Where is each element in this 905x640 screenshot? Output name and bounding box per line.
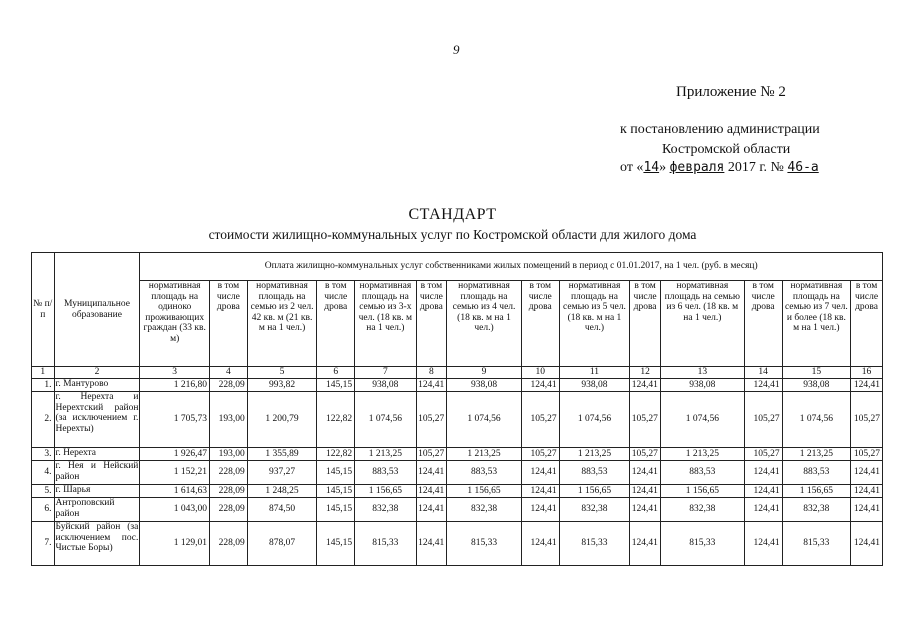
- cell-norm-cost: 883,53: [782, 461, 851, 485]
- cell-norm-cost: 1 156,65: [559, 485, 630, 498]
- table-row: [32, 498, 883, 522]
- cell-firewood-cost: 124,41: [416, 498, 447, 522]
- table-row: [32, 392, 883, 448]
- column-number: 9: [447, 367, 522, 379]
- cell-firewood-cost: 228,09: [209, 498, 247, 522]
- cell-firewood-cost: 124,41: [851, 522, 883, 566]
- cell-firewood-cost: 124,41: [851, 461, 883, 485]
- date-day: 14: [643, 160, 660, 175]
- cell-norm-cost: 993,82: [247, 379, 317, 392]
- row-number: 4.: [32, 461, 55, 485]
- cell-firewood-cost: 228,09: [209, 522, 247, 566]
- row-number: 2.: [32, 392, 55, 448]
- cell-norm-cost: 832,38: [660, 498, 744, 522]
- cell-norm-cost: 815,33: [559, 522, 630, 566]
- cell-norm-cost: 1 355,89: [247, 448, 317, 461]
- decree-number: 46-а: [787, 160, 819, 175]
- cell-firewood-cost: 124,41: [630, 379, 661, 392]
- cell-norm-cost: 815,33: [782, 522, 851, 566]
- subheader-firewood: в том числе дрова: [209, 281, 247, 367]
- cell-norm-cost: 1 074,56: [660, 392, 744, 448]
- cell-firewood-cost: 124,41: [744, 485, 782, 498]
- document-subtitle: стоимости жилищно-коммунальных услуг по Костромской области для жилого дома: [208, 227, 697, 242]
- cell-firewood-cost: 124,41: [416, 485, 447, 498]
- cell-norm-cost: 938,08: [559, 379, 630, 392]
- cell-firewood-cost: 124,41: [851, 498, 883, 522]
- standard-table: [31, 252, 883, 566]
- column-number: 5: [247, 367, 317, 379]
- column-number: 2: [54, 367, 140, 379]
- subheader-norm-area: нормативная площадь на семью из 3-х чел. (18 кв. м на 1 чел.): [355, 281, 416, 367]
- cell-norm-cost: 1 213,25: [782, 448, 851, 461]
- column-number: 13: [660, 367, 744, 379]
- page-number: 9: [453, 42, 460, 57]
- cell-firewood-cost: 145,15: [317, 522, 355, 566]
- subheader-norm-area: нормативная площадь на семью из 7 чел. и более (18 кв. м на 1 чел.): [782, 281, 851, 367]
- cell-firewood-cost: 145,15: [317, 498, 355, 522]
- cell-firewood-cost: 124,41: [851, 485, 883, 498]
- column-number: 15: [782, 367, 851, 379]
- cell-firewood-cost: 105,27: [851, 392, 883, 448]
- row-number: 3.: [32, 448, 55, 461]
- municipality-name: г. Нерехта и Нерехтский район (за исключением г. Нерехты): [54, 392, 140, 448]
- subheader-norm-area: нормативная площадь на семью из 5 чел. (18 кв. м на 1 чел.): [559, 281, 630, 367]
- cell-firewood-cost: 105,27: [416, 448, 447, 461]
- cell-norm-cost: 1 216,80: [140, 379, 210, 392]
- cell-firewood-cost: 124,41: [744, 379, 782, 392]
- cell-firewood-cost: 124,41: [521, 461, 559, 485]
- subheader-firewood: в том числе дрова: [630, 281, 661, 367]
- subheader-norm-area: нормативная площадь на одиноко проживающих граждан (33 кв. м): [140, 281, 210, 367]
- table-row: [32, 522, 883, 566]
- row-number: 5.: [32, 485, 55, 498]
- cell-firewood-cost: 105,27: [744, 392, 782, 448]
- subheader-firewood: в том числе дрова: [744, 281, 782, 367]
- cell-norm-cost: 878,07: [247, 522, 317, 566]
- column-number: 4: [209, 367, 247, 379]
- cell-firewood-cost: 124,41: [630, 522, 661, 566]
- cell-firewood-cost: 145,15: [317, 379, 355, 392]
- column-number: 8: [416, 367, 447, 379]
- cell-norm-cost: 938,08: [660, 379, 744, 392]
- cell-norm-cost: 832,38: [355, 498, 416, 522]
- row-number: 1.: [32, 379, 55, 392]
- cell-norm-cost: 1 152,21: [140, 461, 210, 485]
- municipality-name: г. Шарья: [54, 485, 140, 498]
- cell-firewood-cost: 193,00: [209, 392, 247, 448]
- table-row: [32, 485, 883, 498]
- column-number: 7: [355, 367, 416, 379]
- cell-norm-cost: 938,08: [447, 379, 522, 392]
- cell-firewood-cost: 228,09: [209, 485, 247, 498]
- cell-norm-cost: 1 156,65: [447, 485, 522, 498]
- subheader-firewood: в том числе дрова: [521, 281, 559, 367]
- table-row: [32, 461, 883, 485]
- cell-norm-cost: 883,53: [559, 461, 630, 485]
- cell-firewood-cost: 105,27: [416, 392, 447, 448]
- appendix-region-line: Костромской области: [662, 142, 791, 157]
- cell-firewood-cost: 124,41: [630, 461, 661, 485]
- subheader-row: [32, 281, 883, 367]
- column-number: 12: [630, 367, 661, 379]
- cell-firewood-cost: 105,27: [630, 448, 661, 461]
- subheader-firewood: в том числе дрова: [317, 281, 355, 367]
- cell-norm-cost: 1 248,25: [247, 485, 317, 498]
- cell-norm-cost: 937,27: [247, 461, 317, 485]
- cell-norm-cost: 1 074,56: [447, 392, 522, 448]
- column-number: 3: [140, 367, 210, 379]
- cell-firewood-cost: 124,41: [416, 461, 447, 485]
- appendix-title: Приложение № 2: [676, 84, 786, 100]
- date-prefix: от «: [620, 160, 644, 175]
- cell-firewood-cost: 122,82: [317, 448, 355, 461]
- cell-norm-cost: 815,33: [355, 522, 416, 566]
- appendix-date-line: [620, 160, 819, 176]
- cell-firewood-cost: 124,41: [416, 522, 447, 566]
- cell-firewood-cost: 105,27: [521, 392, 559, 448]
- cell-norm-cost: 1 213,25: [559, 448, 630, 461]
- column-number: 6: [317, 367, 355, 379]
- date-month: февраля: [669, 160, 725, 175]
- date-sep: »: [659, 160, 667, 175]
- row-number: 7.: [32, 522, 55, 566]
- cell-norm-cost: 832,38: [559, 498, 630, 522]
- subheader-firewood: в том числе дрова: [416, 281, 447, 367]
- cell-firewood-cost: 145,15: [317, 485, 355, 498]
- column-number: 16: [851, 367, 883, 379]
- cell-norm-cost: 832,38: [447, 498, 522, 522]
- cell-norm-cost: 1 213,25: [355, 448, 416, 461]
- cell-norm-cost: 832,38: [782, 498, 851, 522]
- cell-firewood-cost: 122,82: [317, 392, 355, 448]
- column-number: 1: [32, 367, 55, 379]
- cell-norm-cost: 1 156,65: [355, 485, 416, 498]
- cell-firewood-cost: 124,41: [744, 498, 782, 522]
- row-number: 6.: [32, 498, 55, 522]
- column-number-row: [32, 367, 883, 379]
- cell-firewood-cost: 124,41: [521, 379, 559, 392]
- cell-firewood-cost: 124,41: [630, 498, 661, 522]
- table-row: [32, 448, 883, 461]
- cell-norm-cost: 1 129,01: [140, 522, 210, 566]
- subheader-norm-area: нормативная площадь на семью из 2 чел. 42 кв. м (21 кв. м на 1 чел.): [247, 281, 317, 367]
- cell-firewood-cost: 124,41: [521, 485, 559, 498]
- cell-norm-cost: 874,50: [247, 498, 317, 522]
- column-number: 14: [744, 367, 782, 379]
- date-year: 2017 г. №: [727, 160, 784, 175]
- cell-firewood-cost: 105,27: [521, 448, 559, 461]
- cell-norm-cost: 1 213,25: [447, 448, 522, 461]
- cell-norm-cost: 1 156,65: [782, 485, 851, 498]
- cell-norm-cost: 1 213,25: [660, 448, 744, 461]
- municipality-name: Антроповский район: [54, 498, 140, 522]
- cell-firewood-cost: 105,27: [744, 448, 782, 461]
- municipality-name: г. Мантурово: [54, 379, 140, 392]
- subheader-norm-area: нормативная площадь на семью из 6 чел. (18 кв. м на 1 чел.): [660, 281, 744, 367]
- cell-norm-cost: 1 705,73: [140, 392, 210, 448]
- subheader-firewood: в том числе дрова: [851, 281, 883, 367]
- cell-norm-cost: 1 074,56: [559, 392, 630, 448]
- cell-firewood-cost: 105,27: [630, 392, 661, 448]
- table-body: [32, 379, 883, 566]
- cell-firewood-cost: 105,27: [851, 448, 883, 461]
- cell-norm-cost: 1 926,47: [140, 448, 210, 461]
- cell-firewood-cost: 228,09: [209, 379, 247, 392]
- cell-firewood-cost: 124,41: [416, 379, 447, 392]
- cell-norm-cost: 1 043,00: [140, 498, 210, 522]
- cell-norm-cost: 938,08: [782, 379, 851, 392]
- cell-norm-cost: 815,33: [660, 522, 744, 566]
- municipality-name: г. Нерехта: [54, 448, 140, 461]
- cell-norm-cost: 1 614,63: [140, 485, 210, 498]
- cell-firewood-cost: 124,41: [744, 461, 782, 485]
- cell-firewood-cost: 124,41: [744, 522, 782, 566]
- cell-firewood-cost: 145,15: [317, 461, 355, 485]
- document-title: СТАНДАРТ: [408, 206, 497, 223]
- cell-firewood-cost: 124,41: [851, 379, 883, 392]
- cell-norm-cost: 938,08: [355, 379, 416, 392]
- cell-norm-cost: 1 074,56: [355, 392, 416, 448]
- header-payment-group: Оплата жилищно-коммунальных услуг собственниками жилых помещений в период с 01.01.2017, на 1 чел. (руб. в месяц): [140, 253, 883, 281]
- cell-norm-cost: 1 156,65: [660, 485, 744, 498]
- municipality-name: Буйский район (за исключением пос. Чистые Боры): [54, 522, 140, 566]
- appendix-decree-line: к постановлению администрации: [620, 122, 820, 137]
- cell-norm-cost: 1 200,79: [247, 392, 317, 448]
- cell-firewood-cost: 124,41: [521, 498, 559, 522]
- cell-firewood-cost: 124,41: [630, 485, 661, 498]
- cell-norm-cost: 883,53: [355, 461, 416, 485]
- municipality-name: г. Нея и Нейский район: [54, 461, 140, 485]
- cell-firewood-cost: 193,00: [209, 448, 247, 461]
- header-municipality: Муниципальное образование: [54, 253, 140, 367]
- cell-norm-cost: 883,53: [660, 461, 744, 485]
- subheader-norm-area: нормативная площадь на семью из 4 чел. (18 кв. м на 1 чел.): [447, 281, 522, 367]
- header-no: № п/п: [32, 253, 55, 367]
- cell-norm-cost: 883,53: [447, 461, 522, 485]
- cell-firewood-cost: 124,41: [521, 522, 559, 566]
- cell-norm-cost: 815,33: [447, 522, 522, 566]
- column-number: 11: [559, 367, 630, 379]
- table-row: [32, 379, 883, 392]
- cell-norm-cost: 1 074,56: [782, 392, 851, 448]
- cell-firewood-cost: 228,09: [209, 461, 247, 485]
- column-number: 10: [521, 367, 559, 379]
